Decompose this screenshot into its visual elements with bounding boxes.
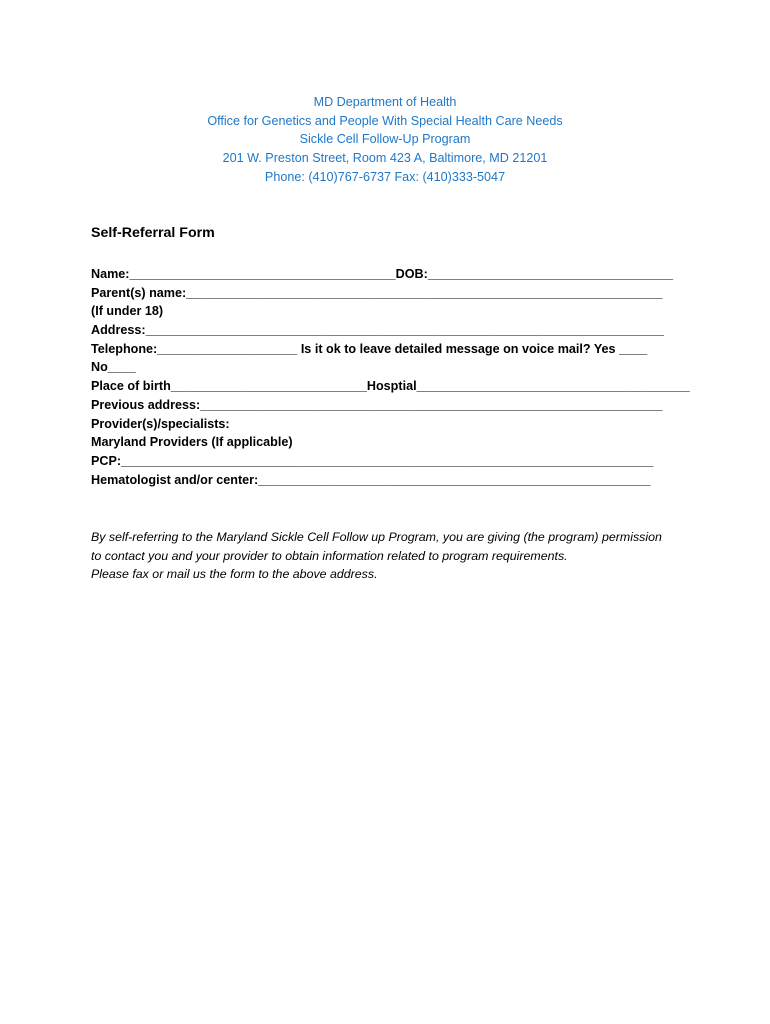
field-parent-name[interactable]: Parent(s) name:____________________________________________________________________ — [91, 285, 663, 300]
field-providers-heading: Provider(s)/specialists: — [91, 416, 230, 431]
field-previous-address[interactable]: Previous address:__________________________________________________________________ — [91, 397, 663, 412]
consent-statement — [91, 528, 691, 584]
office-name: Office for Genetics and People With Special Health Care Needs — [207, 113, 563, 128]
contact-numbers: Phone: (410)767-6737 Fax: (410)333-5047 — [264, 169, 506, 184]
form-fields — [91, 265, 691, 489]
statement-line-3: Please fax or mail us the form to the above address. — [91, 567, 378, 582]
field-voicemail-no[interactable]: No____ — [91, 360, 136, 375]
letterhead — [0, 93, 770, 187]
department-name: MD Department of Health — [313, 95, 457, 109]
program-name: Sickle Cell Follow-Up Program — [299, 132, 471, 147]
field-name-dob[interactable]: Name:______________________________________DOB:___________________________________ — [91, 267, 673, 281]
field-telephone-voicemail[interactable]: Telephone:____________________ Is it ok to leave detailed message on voice mail? Yes ____ — [91, 341, 648, 356]
field-birthplace-hospital[interactable]: Place of birth____________________________Hosptial_______________________________________ — [91, 379, 690, 394]
form-title: Self-Referral Form — [91, 225, 215, 241]
field-hematologist[interactable]: Hematologist and/or center:________________________________________________________ — [91, 472, 651, 487]
field-pcp[interactable]: PCP:____________________________________________________________________________ — [91, 453, 654, 468]
field-maryland-providers-heading: Maryland Providers (If applicable) — [91, 435, 293, 450]
statement-line-2: to contact you and your provider to obtain information related to program requirements. — [91, 548, 568, 563]
statement-line-1: By self-referring to the Maryland Sickle Cell Follow up Program, you are giving (the program) permission — [91, 530, 662, 544]
office-address: 201 W. Preston Street, Room 423 A, Baltimore, MD 21201 — [222, 151, 548, 166]
field-address[interactable]: Address:__________________________________________________________________________ — [91, 323, 664, 338]
field-note-under-18: (If under 18) — [91, 304, 164, 319]
